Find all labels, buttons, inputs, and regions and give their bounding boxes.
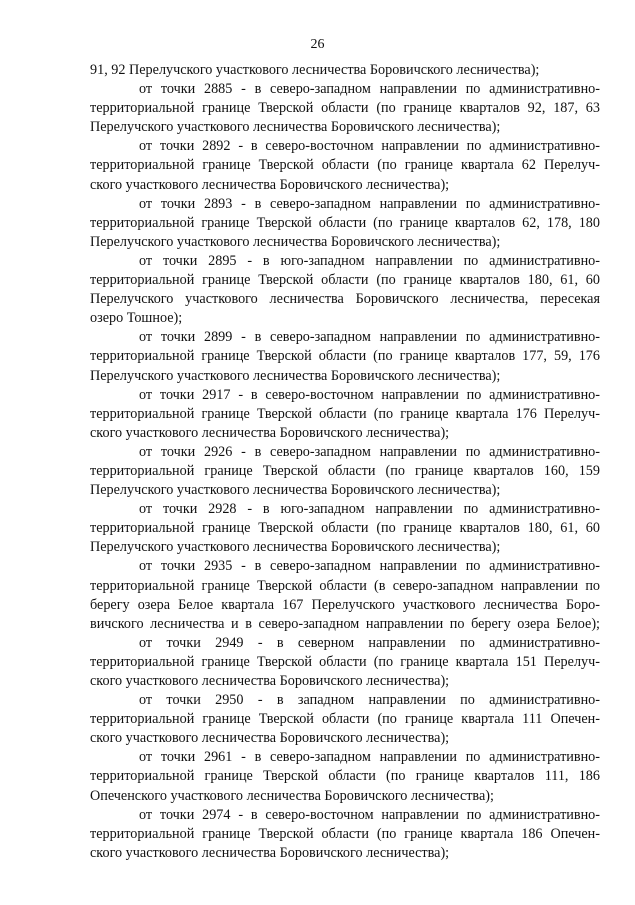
text-line: от точки 2926 - в северо-западном направлении по административно- (139, 443, 600, 460)
document-body (90, 61, 600, 863)
text-line: ского участкового лесничества Боровичского лесничества); (90, 844, 450, 861)
text-line: от точки 2950 - в западном направлении по административно- (139, 692, 600, 709)
text-line: территориальной границе Тверской области (по границе квартала 111 Опечен- (90, 711, 600, 728)
text-line: территориальной границе Тверской области (по границе кварталов 92, 187, 63 (90, 100, 600, 117)
text-line: Перелучского участкового лесничества Боровичского лесничества); (90, 367, 501, 384)
text-line: Перелучского участкового лесничества Боровичского лесничества); (90, 233, 501, 250)
text-line: территориальной границе Тверской области (по границе квартала 176 Перелуч- (90, 405, 600, 422)
text-line: от точки 2935 - в северо-западном направлении по административно- (139, 558, 600, 575)
text-line: территориальной границе Тверской области (по границе кварталов 160, 159 (90, 462, 600, 479)
text-line: озеро Тошное); (90, 310, 183, 327)
text-line: территориальной границе Тверской области (по границе квартала 62 Перелуч- (90, 157, 600, 174)
text-line: территориальной границе Тверской области (по границе квартала 151 Перелуч- (90, 653, 600, 670)
text-line: ского участкового лесничества Боровичского лесничества); (90, 176, 450, 193)
text-line: территориальной границе Тверской области (в северо-западном направлении по (90, 577, 600, 594)
text-line: от точки 2893 - в северо-западном направлении по административно- (139, 195, 600, 212)
text-line: 91, 92 Перелучского участкового лесничества Боровичского лесничества); (90, 62, 540, 78)
text-line: от точки 2899 - в северо-западном направлении по административно- (139, 329, 600, 346)
page-number: 26 (310, 37, 325, 52)
text-line: от точки 2917 - в северо-восточном направлении по административно- (139, 386, 600, 403)
text-line: Перелучского участкового лесничества Боровичского лесничества, пересекая (90, 291, 600, 308)
text-line: ского участкового лесничества Боровичского лесничества); (90, 424, 450, 441)
text-line: Перелучского участкового лесничества Боровичского лесничества); (90, 539, 501, 556)
text-line: территориальной границе Тверской области (по границе кварталов 177, 59, 176 (90, 348, 600, 365)
text-line: территориальной границе Тверской области (по границе кварталов 62, 178, 180 (90, 214, 600, 231)
text-line: от точки 2928 - в юго-западном направлении по административно- (139, 501, 600, 518)
text-line: от точки 2885 - в северо-западном направлении по административно- (139, 81, 600, 98)
text-line: территориальной границе Тверской области (по границе кварталов 111, 186 (90, 768, 600, 785)
text-line: ского участкового лесничества Боровичского лесничества); (90, 673, 450, 689)
text-line: территориальной границе Тверской области (по границе квартала 186 Опечен- (90, 825, 600, 842)
text-line: ского участкового лесничества Боровичского лесничества); (90, 730, 450, 747)
text-line: вичского лесничества и в северо-западном направлении по берегу озера Белое); (90, 615, 600, 632)
text-line: берегу озера Белое квартала 167 Перелучского участкового лесничества Боро- (90, 596, 600, 613)
text-line: от точки 2961 - в северо-западном направлении по административно- (139, 749, 600, 766)
text-line: от точки 2974 - в северо-восточном направлении по административно- (139, 806, 600, 823)
text-line: Перелучского участкового лесничества Боровичского лесничества); (90, 119, 501, 136)
text-line: Опеченского участкового лесничества Боровичского лесничества); (90, 787, 494, 804)
text-line: Перелучского участкового лесничества Боровичского лесничества); (90, 482, 501, 499)
text-line: от точки 2892 - в северо-восточном направлении по административно- (139, 138, 600, 155)
text-line: территориальной границе Тверской области (по границе кварталов 180, 61, 60 (90, 520, 600, 537)
text-line: от точки 2895 - в юго-западном направлении по административно- (139, 252, 600, 269)
text-line: от точки 2949 - в северном направлении по административно- (139, 634, 600, 651)
text-line: территориальной границе Тверской области (по границе кварталов 180, 61, 60 (90, 272, 600, 289)
